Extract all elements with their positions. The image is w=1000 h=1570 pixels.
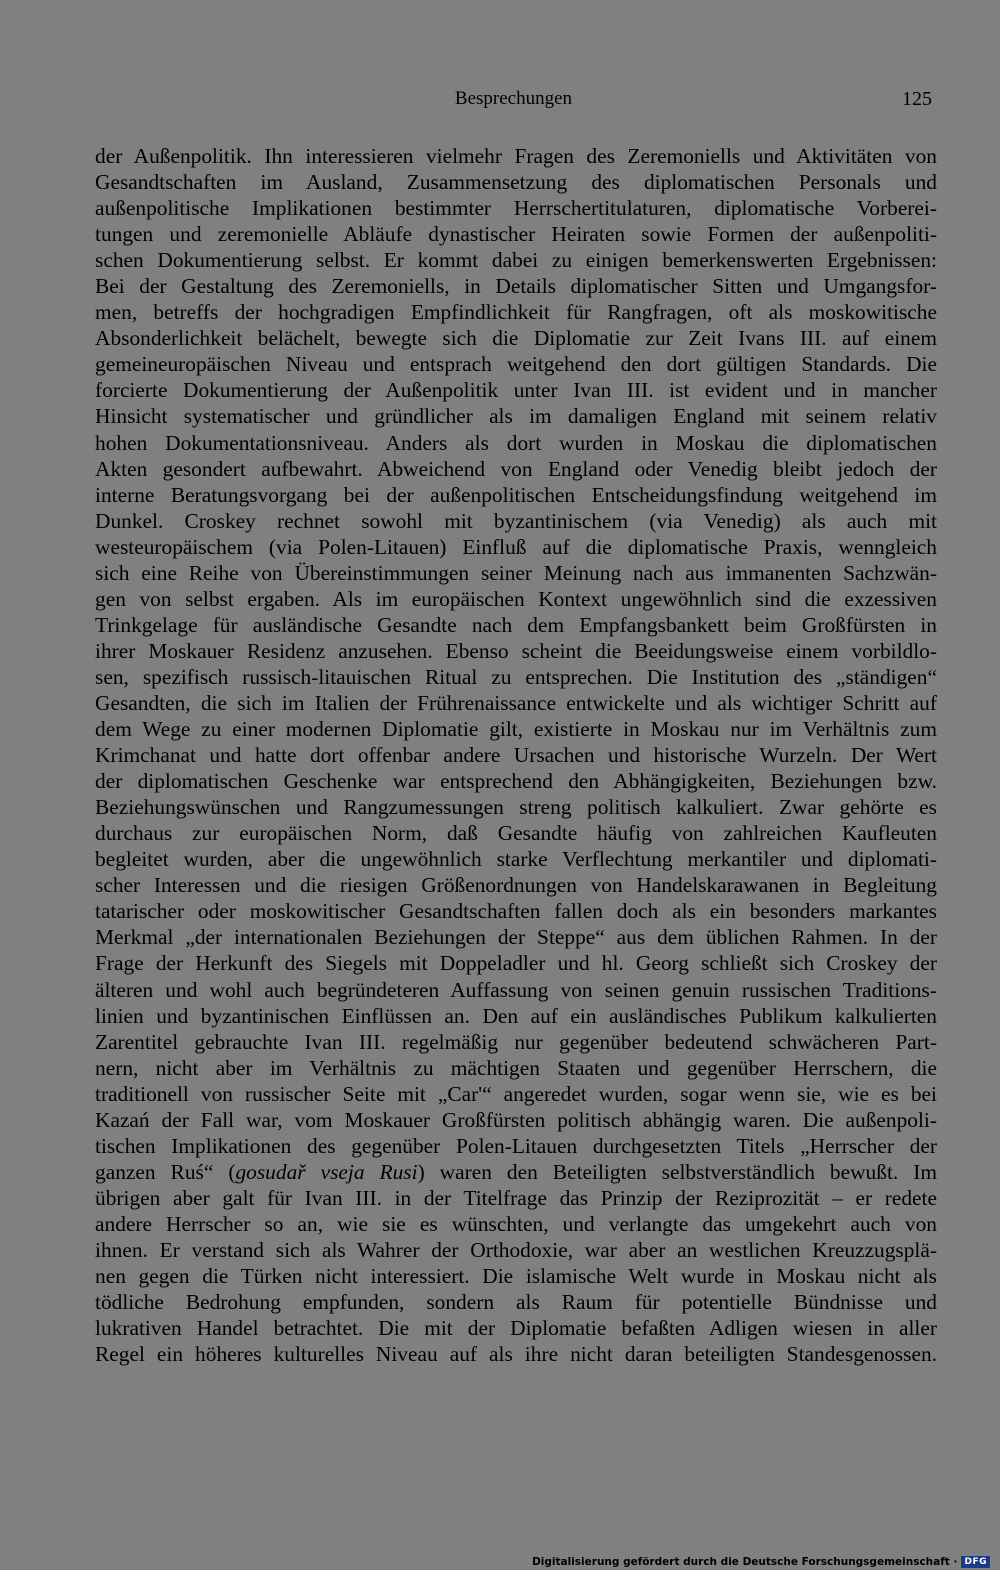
text-line: scher Interessen und die riesigen Größenordnungen von Handelskarawanen in Begleitung bbox=[95, 873, 937, 898]
text-line: interne Beratungsvorgang bei der außenpolitischen Entscheidungsfindung weitgehend im bbox=[95, 482, 937, 507]
digitization-footer bbox=[532, 1556, 990, 1568]
text-line: hohen Dokumentationsniveau. Anders als dort wurden in Moskau die diplomatischen bbox=[95, 430, 937, 455]
text-line: durchaus zur europäischen Norm, daß Gesandte häufig von zahlreichen Kaufleuten bbox=[95, 821, 937, 846]
text-line: übrigen aber galt für Ivan III. in der Titelfrage das Prinzip der Reziprozität – er redete bbox=[95, 1185, 937, 1210]
text-line: tungen und zeremonielle Abläufe dynastischer Heiraten sowie Formen der außenpoliti- bbox=[95, 222, 937, 247]
text-line: der diplomatischen Geschenke war entsprechend den Abhängigkeiten, Beziehungen bzw. bbox=[95, 769, 937, 794]
text-line: tischen Implikationen des gegenüber Polen-Litauen durchgesetzten Titels „Herrscher der bbox=[95, 1133, 937, 1158]
text-line: außenpolitische Implikationen bestimmter Herrschertitulaturen, diplomatische Vorberei- bbox=[95, 196, 937, 221]
text-line: schen Dokumentierung selbst. Er kommt dabei zu einigen bemerkenswerten Ergebnissen: bbox=[95, 248, 937, 273]
text-line: westeuropäischem (via Polen-Litauen) Einfluß auf die diplomatische Praxis, wenngleich bbox=[95, 534, 937, 559]
text-line: traditionell von russischer Seite mit „Car'“ angeredet wurden, sogar wenn sie, wie es bei bbox=[95, 1081, 937, 1106]
text-line: dem Wege zu einer modernen Diplomatie gilt, existierte in Moskau nur im Verhältnis zum bbox=[95, 717, 937, 742]
text-line: Gesandten, die sich im Italien der Frührenaissance entwickelte und als wichtiger Schritt auf bbox=[95, 690, 937, 715]
page-header bbox=[95, 86, 932, 116]
text-line: Kazań der Fall war, vom Moskauer Großfürsten politisch abhängig waren. Die außenpoli- bbox=[95, 1107, 937, 1132]
text-line: begleitet wurden, aber die ungewöhnlich starke Verflechtung merkantiler und diplomati- bbox=[95, 847, 937, 872]
text-line: Krimchanat und hatte dort offenbar andere Ursachen und historische Wurzeln. Der Wert bbox=[95, 743, 937, 768]
text-line: Regel ein höheres kulturelles Niveau auf als ihre nicht daran beteiligten Standesgenossen. bbox=[95, 1342, 937, 1367]
text-line: Dunkel. Croskey rechnet sowohl mit byzantinischem (via Venedig) als auch mit bbox=[95, 508, 937, 533]
text-line: forcierte Dokumentierung der Außenpolitik unter Ivan III. ist evident und in mancher bbox=[95, 378, 937, 403]
text-line: Frage der Herkunft des Siegels mit Doppeladler und hl. Georg schließt sich Croskey der bbox=[95, 951, 937, 976]
text-line: tatarischer oder moskowitischer Gesandtschaften fallen doch als ein besonders markantes bbox=[95, 899, 937, 924]
text-line: gen von selbst ergaben. Als im europäischen Kontext ungewöhnlich sind die exzessiven bbox=[95, 586, 937, 611]
text-line: Hinsicht systematischer und gründlicher als im damaligen England mit seinem relativ bbox=[95, 404, 937, 429]
body-text bbox=[95, 143, 937, 1393]
text-line: sich eine Reihe von Übereinstimmungen seiner Meinung nach aus immanenten Sachzwän- bbox=[95, 560, 937, 585]
text-line: tödliche Bedrohung empfunden, sondern als Raum für potentielle Bündnisse und bbox=[95, 1290, 937, 1315]
text-line: Zarentitel gebrauchte Ivan III. regelmäßig nur gegenüber bedeutend schwächeren Part- bbox=[95, 1029, 937, 1054]
text-line: lukrativen Handel betrachtet. Die mit der Diplomatie befaßten Adligen wiesen in aller bbox=[95, 1316, 937, 1341]
text-line: Trinkgelage für ausländische Gesandte nach dem Empfangsbankett beim Großfürsten in bbox=[95, 612, 937, 637]
text-line: Merkmal „der internationalen Beziehungen der Steppe“ aus dem üblichen Rahmen. In der bbox=[95, 925, 937, 950]
text-line: nern, nicht aber im Verhältnis zu mächtigen Staaten und gegenüber Herrschern, die bbox=[95, 1055, 937, 1080]
text-line bbox=[95, 1367, 937, 1393]
text-line: Beziehungswünschen und Rangzumessungen streng politisch kalkuliert. Zwar gehörte es bbox=[95, 795, 937, 820]
text-line: sen, spezifisch russisch-litauischen Ritual zu entsprechen. Die Institution des „ständigen“ bbox=[95, 664, 937, 689]
footer-text: Digitalisierung gefördert durch die Deutsche Forschungsgemeinschaft · bbox=[532, 1556, 958, 1568]
text-line: ganzen Ruś“ (gosudař vseja Rusi) waren den Beteiligten selbstverständlich bewußt. Im bbox=[95, 1159, 937, 1184]
text-line: Absonderlichkeit belächelt, bewegte sich die Diplomatie zur Zeit Ivans III. auf einem bbox=[95, 326, 937, 351]
running-title: Besprechungen bbox=[454, 88, 573, 109]
text-line: andere Herrscher so an, wie sie es wünschten, und verlangte das umgekehrt auch von bbox=[95, 1211, 937, 1236]
text-line: älteren und wohl auch begründeteren Auffassung von seinen genuin russischen Traditions- bbox=[95, 977, 937, 1002]
text-line: linien und byzantinischen Einflüssen an. Den auf ein ausländisches Publikum kalkulierten bbox=[95, 1003, 937, 1028]
dfg-logo: DFG bbox=[961, 1556, 990, 1568]
text-line: ihrer Moskauer Residenz anzusehen. Ebenso scheint die Beeidungsweise einem vorbildlo- bbox=[95, 638, 937, 663]
text-line: nen gegen die Türken nicht interessiert. Die islamische Welt wurde in Moskau nicht als bbox=[95, 1264, 937, 1289]
text-line: Akten gesondert aufbewahrt. Abweichend von England oder Venedig bleibt jedoch der bbox=[95, 456, 937, 481]
text-line: men, betreffs der hochgradigen Empfindlichkeit für Rangfragen, oft als moskowitische bbox=[95, 300, 937, 325]
text-line: Bei der Gestaltung des Zeremoniells, in Details diplomatischer Sitten und Umgangsfor- bbox=[95, 274, 937, 299]
text-line: Gesandtschaften im Ausland, Zusammensetzung des diplomatischen Personals und bbox=[95, 170, 937, 195]
text-line: der Außenpolitik. Ihn interessieren vielmehr Fragen des Zeremoniells und Aktivitäten von bbox=[95, 144, 937, 168]
text-line: gemeineuropäischen Niveau und entsprach weitgehend den dort gültigen Standards. Die bbox=[95, 352, 937, 377]
text-line: ihnen. Er verstand sich als Wahrer der Orthodoxie, war aber an westlichen Kreuzzugsplä- bbox=[95, 1237, 937, 1262]
page-number: 125 bbox=[902, 88, 932, 110]
